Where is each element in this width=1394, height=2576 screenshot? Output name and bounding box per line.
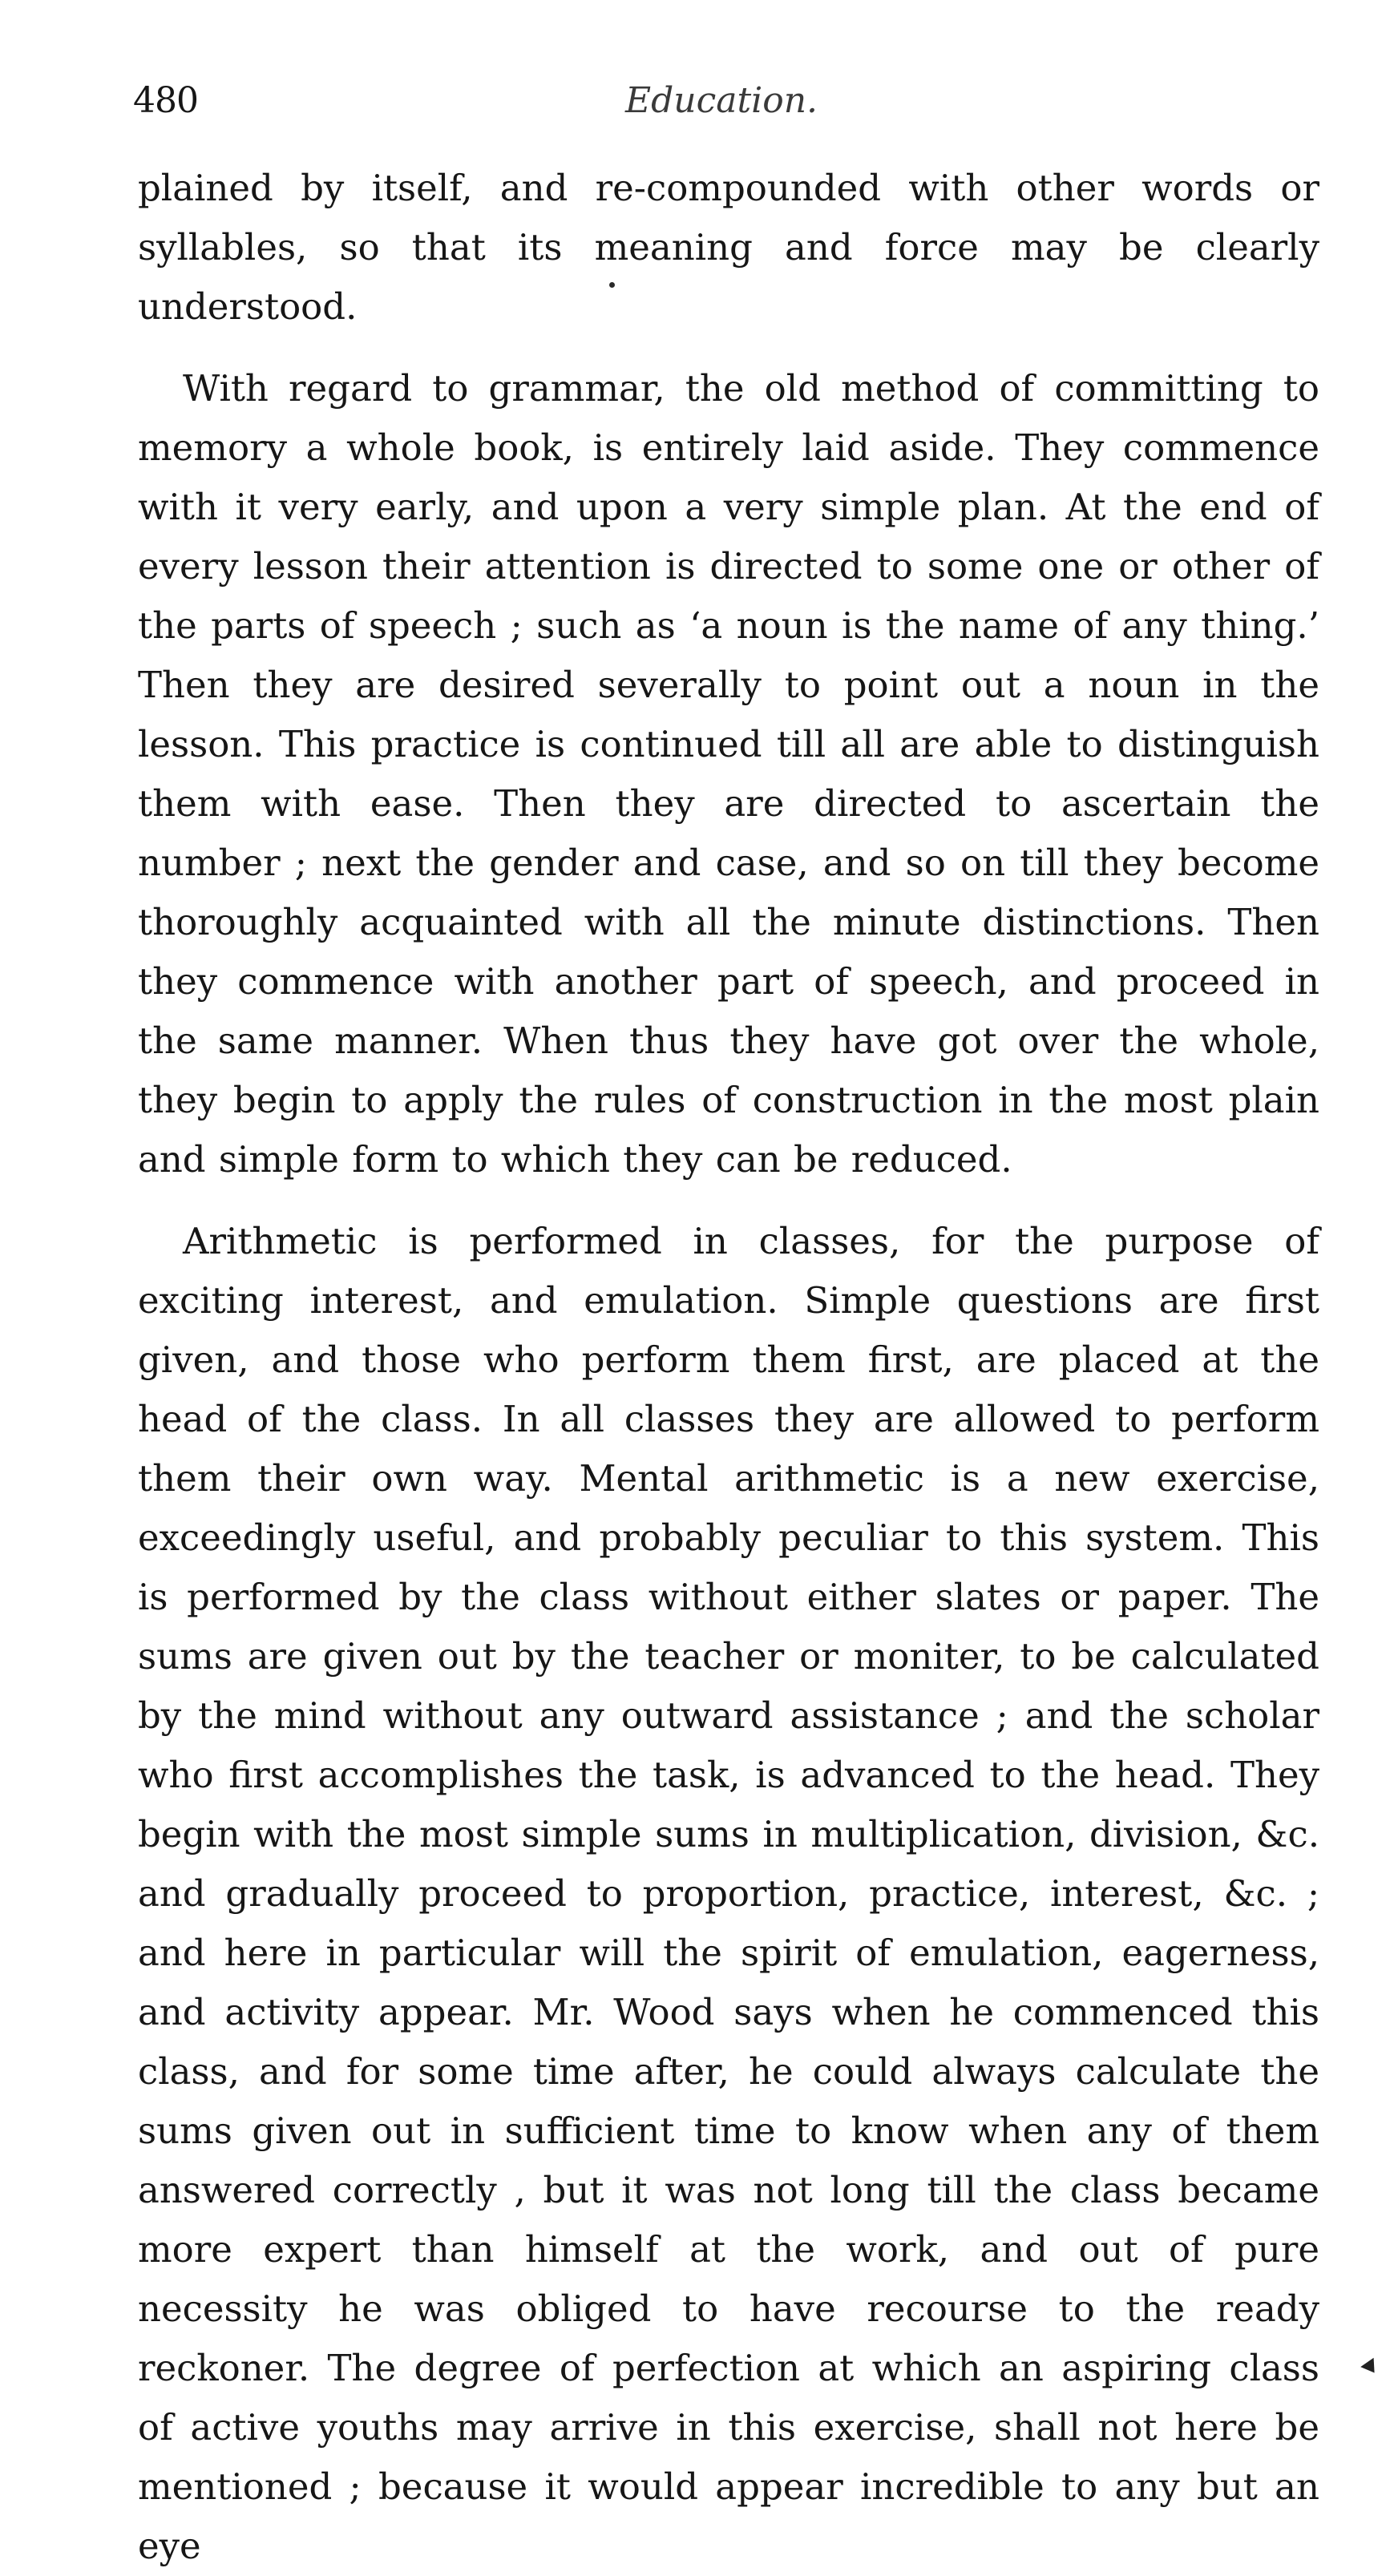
page-number: 480 [133,80,198,121]
paragraph-arithmetic: Arithmetic is performed in classes, for the purpose of exciting interest, and emulation. Simple questions are first given, and those who perform them first, are placed at the head of the class. In all classes they are allowed to perform them their own way. Mental arithmetic is a new exercise, exceedingly useful, and probably peculiar to this system. This is performed by the class without either slates or paper. The sums are given out by the teacher or moniter, to be calculated by the mind without any outward assistance ; and the scholar who first accomplishes the task, is advanced to the head. They begin with the most simple sums in multiplication, division, &c. and gradually proceed to proportion, practice, interest, &c. ; and here in particular will the spirit of emulation, eagerness, and activity appear. Mr. Wood says when he commenced this class, and for some time after, he could always calculate the sums given out in sufficient time to know when any of them answered correctly , but it was not long till the class became more expert than himself at the work, and out of pure necessity he was obliged to have recourse to the ready reckoner. The degree of perfection at which an aspiring class of active youths may arrive in this exercise, shall not here be mentioned ; because it would appear incredible to any but an eye [138,1220,1319,2567]
corner-ink-mark [1360,2358,1381,2378]
ink-speck [609,282,615,288]
body-text [138,159,1319,2576]
running-head [128,80,1315,136]
running-title: Education. [624,80,818,121]
paragraph-continuation: plained by itself, and re-compounded with other words or syllables, so that its meaning and force may be clearly understood. [138,167,1319,328]
paragraph-grammar: With regard to grammar, the old method of committing to memory a whole book, is entirely laid aside. They commence with it very early, and upon a very simple plan. At the end of every lesson their attention is directed to some one or other of the parts of speech ; such as ‘a noun is the name of any thing.’ Then they are desired severally to point out a noun in the lesson. This practice is continued till all are able to distinguish them with ease. Then they are directed to ascertain the number ; next the gender and case, and so on till they become thoroughly acquainted with all the minute distinctions. Then they commence with another part of speech, and proceed in the same manner. When thus they have got over the whole, they begin to apply the rules of construction in the most plain and simple form to which they can be reduced. [138,367,1319,1181]
